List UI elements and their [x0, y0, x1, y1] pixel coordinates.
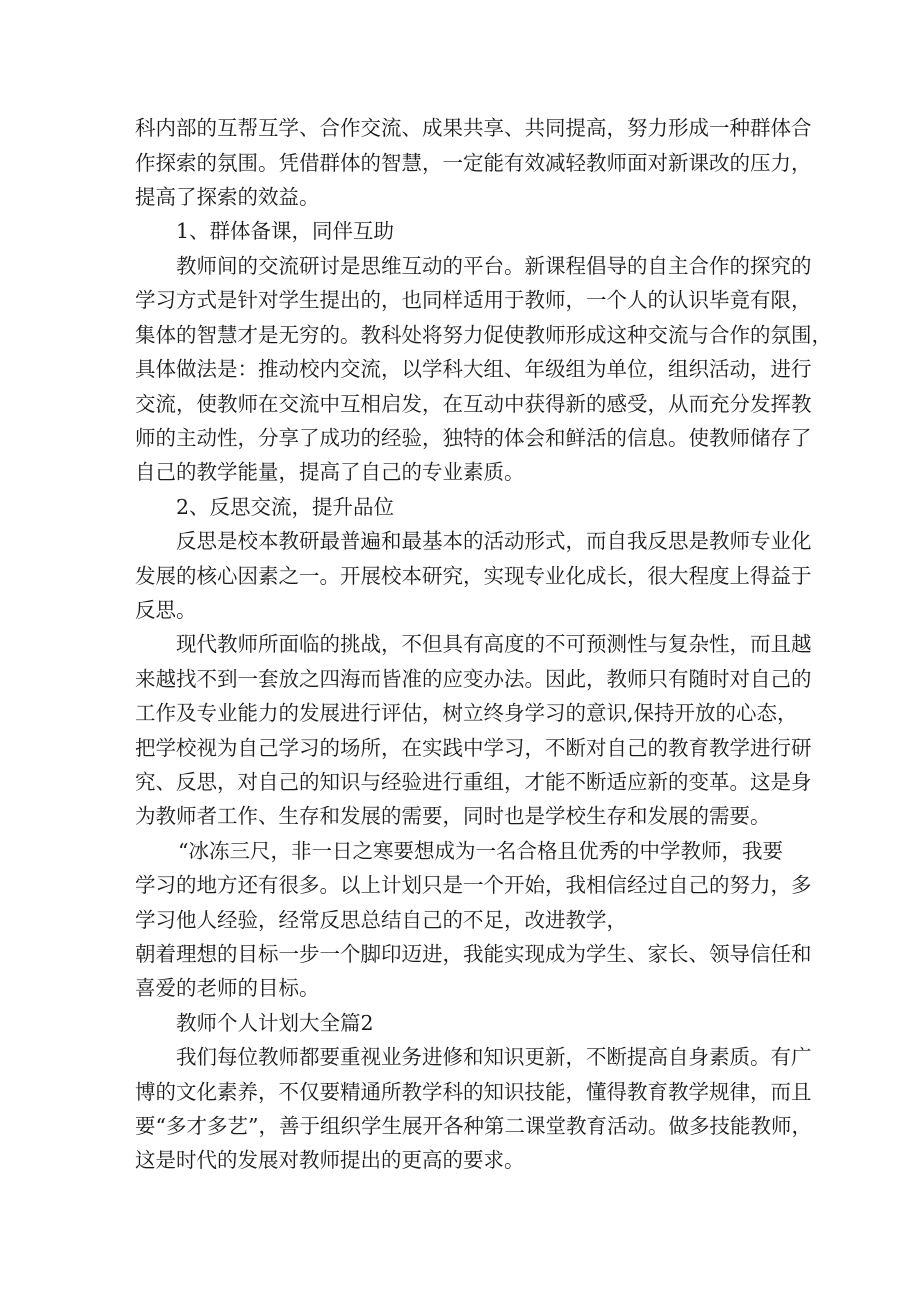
text-line: 交流，使教师在交流中互相启发，在互动中获得新的感受，从而充分发挥教 [135, 392, 812, 416]
text-line: 要“多才多艺”，善于组织学生展开各种第二课堂教育活动。做多技能教师， [135, 1114, 812, 1138]
text-line: 为教师者工作、生存和发展的需要，同时也是学校生存和发展的需要。 [135, 804, 771, 828]
text-line: 集体的智慧才是无穷的。教科处将努力促使教师形成这种交流与合作的氛围， [135, 323, 832, 347]
text-line: 喜爱的老师的目标。 [135, 976, 320, 1000]
text-line: 提高了探索的效益。 [135, 185, 320, 209]
text-line: 具体做法是：推动校内交流，以学科大组、年级组为单位，组织活动，进行 [135, 357, 812, 381]
text-line: 科内部的互帮互学、合作交流、成果共享、共同提高，努力形成一种群体合 [135, 116, 812, 140]
text-line: 博的文化素养，不仅要精通所教学科的知识技能，懂得教育教学规律，而且 [135, 1080, 812, 1104]
text-line: 我们每位教师都要重视业务进修和知识更新，不断提高自身素质。有广 [176, 1045, 812, 1069]
text-line: 工作及专业能力的发展进行评估，树立终身学习的意识,保持开放的心态， [135, 701, 798, 725]
text-line: 学习他人经验，经常反思总结自己的不足，改进教学， [135, 908, 627, 932]
text-line: 作探索的氛围。凭借群体的智慧，一定能有效减轻教师面对新课改的压力， [135, 151, 812, 175]
text-line: 反思是校本教研最普遍和最基本的活动形式，而自我反思是教师专业化 [176, 529, 812, 553]
text-line: 发展的核心因素之一。开展校本研究，实现专业化成长，很大程度上得益于 [135, 564, 812, 588]
text-line: “冰冻三尺，非一日之寒要想成为一名合格且优秀的中学教师，我要 [178, 839, 783, 863]
text-line: 把学校视为自己学习的场所，在实践中学习，不断对自己的教育教学进行研 [135, 736, 812, 760]
text-line: 教师间的交流研讨是思维互动的平台。新课程倡导的自主合作的探究的 [176, 254, 812, 278]
text-line: 反思。 [135, 598, 197, 622]
section-heading: 2、反思交流，提升品位 [176, 495, 395, 519]
text-line: 究、反思，对自己的知识与经验进行重组，才能不断适应新的变革。这是身 [135, 770, 812, 794]
text-line: 现代教师所面临的挑战，不但具有高度的不可预测性与复杂性，而且越 [176, 632, 812, 656]
text-line: 朝着理想的目标一步一个脚印迈进，我能实现成为学生、家长、领导信任和 [135, 942, 812, 966]
section-heading: 教师个人计划大全篇2 [176, 1011, 374, 1035]
text-line: 这是时代的发展对教师提出的更高的要求。 [135, 1148, 525, 1172]
text-line: 学习方式是针对学生提出的，也同样适用于教师，一个人的认识毕竟有限， [135, 288, 812, 312]
text-line: 师的主动性，分享了成功的经验，独特的体会和鲜活的信息。使教师储存了 [135, 426, 812, 450]
text-line: 自己的教学能量，提高了自己的专业素质。 [135, 460, 525, 484]
section-heading: 1、群体备课，同伴互助 [176, 219, 395, 243]
text-line: 学习的地方还有很多。以上计划只是一个开始，我相信经过自己的努力，多 [135, 873, 812, 897]
text-line: 来越找不到一套放之四海而皆准的应变办法。因此，教师只有随时对自己的 [135, 667, 812, 691]
